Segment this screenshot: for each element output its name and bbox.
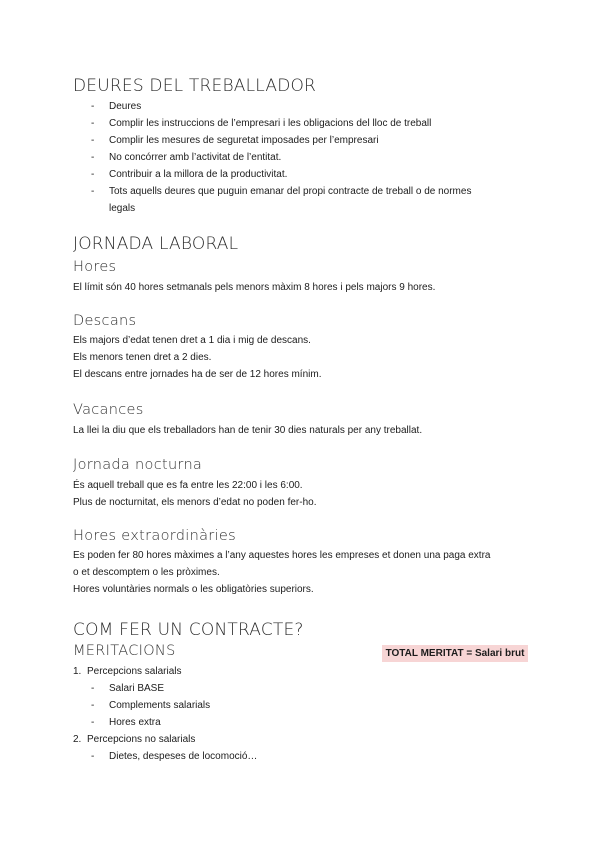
subheading-meritacions: MERITACIONS [73,643,176,659]
bullet-dash: - [91,135,95,146]
list-number: 2. [73,734,82,745]
vacances-line: La llei la diu que els treballadors han de tenir 30 dies naturals per any treballat. [73,425,423,436]
bullet-dash: - [91,717,95,728]
deures-item: Deures [109,101,142,112]
subheading-hores: Hores [73,259,117,275]
list-subitem: Salari BASE [109,683,165,694]
bullet-dash: - [91,186,95,197]
extra-line: Es poden fer 80 hores màximes a l’any aquestes hores les empreses et donen una paga extra [73,550,491,561]
deures-item-continuation: legals [109,203,136,214]
heading-deures: DEURES DEL TREBALLADOR [73,76,317,96]
subheading-descans: Descans [73,313,137,329]
list-subitem: Hores extra [109,717,161,728]
deures-item: Complir les instruccions de l’empresari i les obligacions del lloc de treball [109,118,432,129]
heading-jornada: JORNADA LABORAL [73,234,239,254]
list-item: Percepcions salarials [87,666,182,677]
bullet-dash: - [91,700,95,711]
deures-item: Tots aquells deures que puguin emanar del propi contracte de treball o de normes [109,186,472,197]
bullet-dash: - [91,101,95,112]
nocturna-line: Plus de nocturnitat, els menors d’edat no poden fer-ho. [73,497,317,508]
nocturna-line: És aquell treball que es fa entre les 22:00 i les 6:00. [73,480,303,491]
descans-line: El descans entre jornades ha de ser de 12 hores mínim. [73,369,322,380]
bullet-dash: - [91,169,95,180]
deures-item: Complir les mesures de seguretat imposades per l’empresari [109,135,379,146]
list-subitem: Dietes, despeses de locomoció… [109,751,258,762]
deures-item: No concórrer amb l’activitat de l’entitat. [109,152,282,163]
descans-line: Els majors d’edat tenen dret a 1 dia i mig de descans. [73,335,311,346]
bullet-dash: - [91,118,95,129]
extra-line: o et descomptem o les pròximes. [73,567,220,578]
deures-item: Contribuir a la millora de la productivitat. [109,169,288,180]
heading-contracte: COM FER UN CONTRACTE? [73,620,304,640]
hores-line: El límit són 40 hores setmanals pels menors màxim 8 hores i pels majors 9 hores. [73,282,436,293]
list-item: Percepcions no salarials [87,734,196,745]
extra-line: Hores voluntàries normals o les obligatòries superiors. [73,584,314,595]
subheading-vacances: Vacances [73,402,144,418]
bullet-dash: - [91,683,95,694]
bullet-dash: - [91,152,95,163]
total-meritat-highlight: TOTAL MERITAT = Salari brut [382,645,528,662]
list-number: 1. [73,666,82,677]
subheading-nocturna: Jornada nocturna [73,457,203,473]
list-subitem: Complements salarials [109,700,211,711]
bullet-dash: - [91,751,95,762]
descans-line: Els menors tenen dret a 2 dies. [73,352,212,363]
subheading-extraordinaries: Hores extraordinàries [73,528,236,544]
